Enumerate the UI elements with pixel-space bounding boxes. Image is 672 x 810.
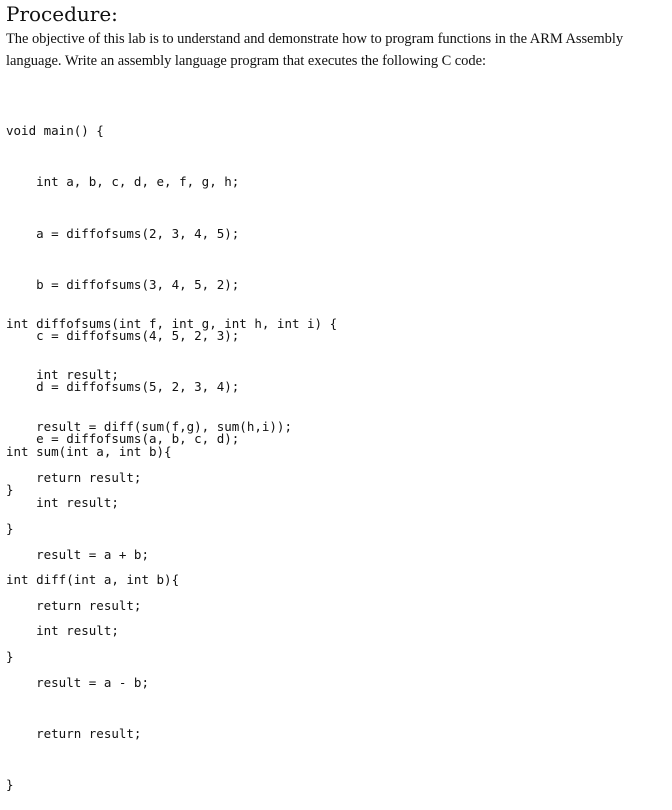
intro-line-2: language. Write an assembly language program that executes the following C code:	[6, 53, 486, 69]
code-line: }	[6, 482, 14, 498]
code-line: d = diffofsums(5, 2, 3, 4);	[6, 379, 240, 395]
code-line: int sum(int a, int b){	[6, 444, 172, 459]
code-line: }	[6, 649, 14, 665]
code-line: return result;	[6, 725, 142, 741]
code-line: a = diffofsums(2, 3, 4, 5);	[6, 225, 240, 241]
code-line: int result;	[6, 495, 119, 511]
code-line: }	[6, 777, 14, 793]
procedure-heading: Procedure:	[6, 2, 118, 26]
intro-line-1: The objective of this lab is to understand and demonstrate how to program functions in the ARM Assembly	[6, 31, 624, 47]
code-line: int diff(int a, int b){	[6, 572, 180, 587]
code-line: int result;	[6, 367, 119, 383]
code-line: int a, b, c, d, e, f, g, h;	[6, 174, 240, 190]
code-line: return result;	[6, 469, 142, 485]
code-line: result = diff(sum(f,g), sum(h,i));	[6, 418, 292, 434]
code-line: result = a + b;	[6, 546, 149, 562]
code-line: b = diffofsums(3, 4, 5, 2);	[6, 276, 240, 292]
code-line: int diffofsums(int f, int g, int h, int i) {	[6, 316, 338, 331]
code-line: result = a - b;	[6, 674, 149, 690]
code-line: e = diffofsums(a, b, c, d);	[6, 430, 240, 446]
document-page	[6, 0, 670, 72]
code-line: }	[6, 521, 14, 537]
code-line: void main() {	[6, 123, 104, 138]
code-block-diff	[6, 539, 179, 810]
code-line: c = diffofsums(4, 5, 2, 3);	[6, 328, 240, 344]
code-line: int result;	[6, 623, 119, 639]
code-line: return result;	[6, 597, 142, 613]
